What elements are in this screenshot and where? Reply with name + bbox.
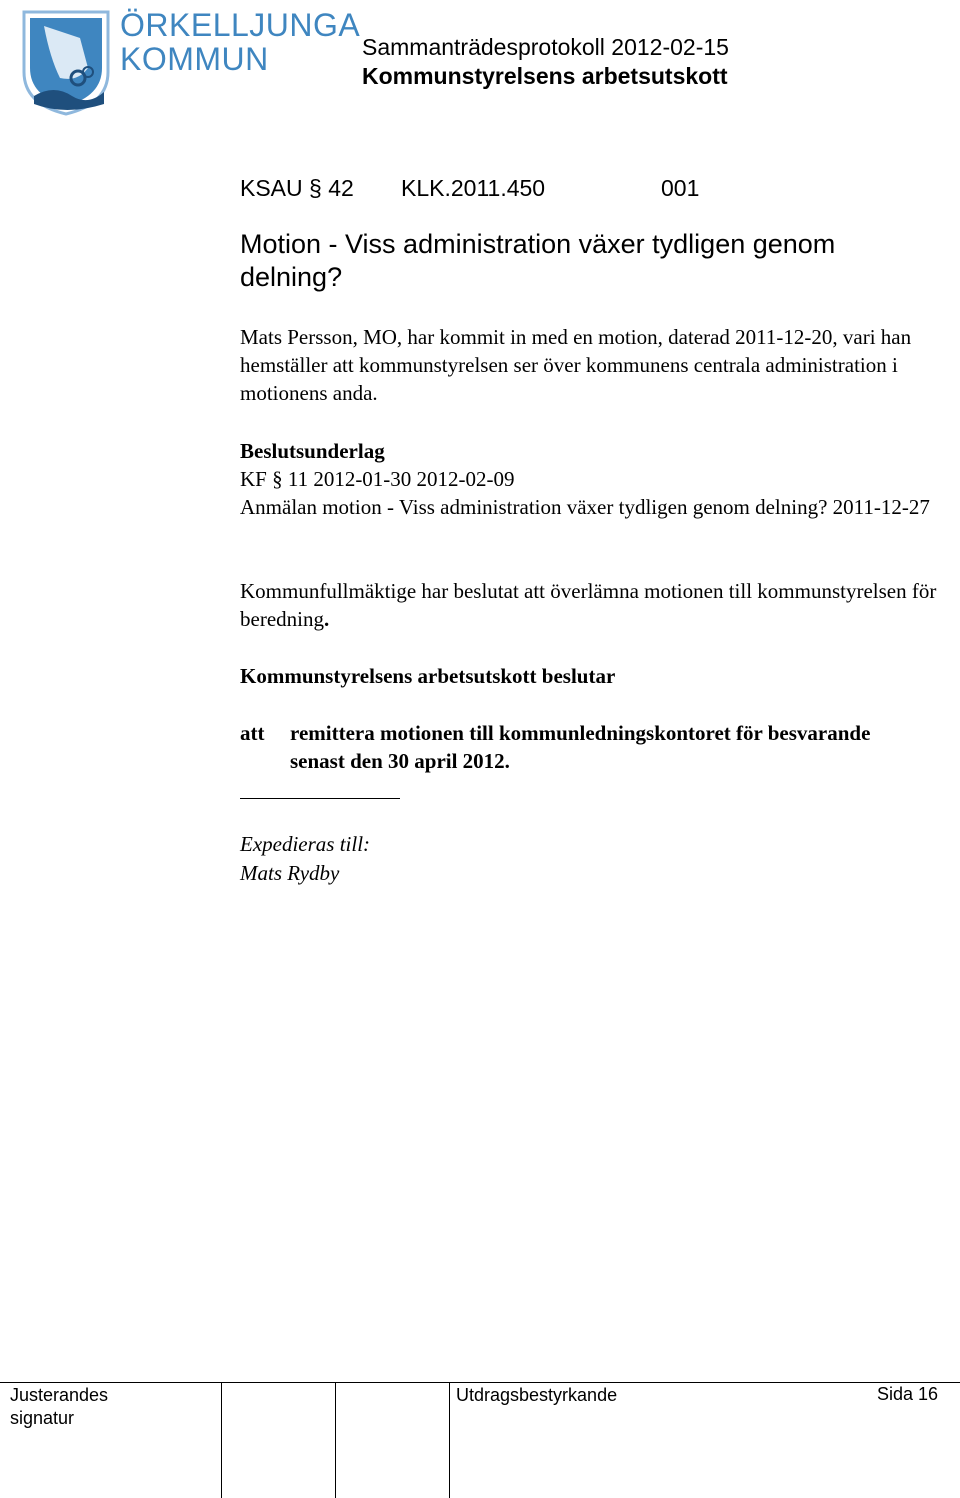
bell-icon	[20, 8, 112, 116]
logo-brand-line1: ÖRKELLJUNGA	[120, 7, 361, 43]
kf-decision-paragraph	[240, 577, 940, 633]
case-code: 001	[661, 175, 700, 201]
beslutsunderlag-reference: KF § 11 2012-01-30 2012-02-09	[240, 467, 515, 491]
beslutsunderlag-heading: Beslutsunderlag	[240, 439, 385, 463]
decision-att: att	[240, 721, 265, 745]
expedieras-label: Expedieras till:	[240, 832, 371, 856]
page-title: Motion - Viss administration växer tydligen genom delning?	[240, 229, 836, 292]
decision-text: remittera motionen till kommunledningskontoret för besvarande senast den 30 april 2012.	[290, 721, 871, 773]
footer-cell-divider	[221, 1382, 222, 1498]
committee-name: Kommunstyrelsens arbetsutskott	[362, 63, 728, 89]
logo-brand-line2: KOMMUN	[120, 41, 269, 77]
expedieras-recipient: Mats Rydby	[240, 861, 340, 885]
footer-cell-divider	[449, 1382, 450, 1498]
protocol-title: Sammanträdesprotokoll 2012-02-15	[362, 34, 729, 60]
decision-heading: Kommunstyrelsens arbetsutskott beslutar	[240, 664, 616, 688]
footer-utdrag-label: Utdragsbestyrkande	[456, 1385, 618, 1405]
kf-decision-end: .	[323, 607, 330, 631]
case-number: KSAU § 42	[240, 175, 354, 201]
kf-decision-text: Kommunfullmäktige har beslutat att överlämna motionen till kommunstyrelsen för beredning	[240, 579, 937, 631]
motion-paragraph: Mats Persson, MO, har kommit in med en motion, daterad 2011-12-20, vari han hemställer att kommunstyrelsen ser över kommunens centrala administration i motionens anda.	[240, 325, 912, 405]
footer-justerandes-label: Justerandes	[10, 1385, 109, 1405]
municipality-logo	[20, 8, 112, 116]
footer-divider	[0, 1382, 960, 1383]
beslutsunderlag-document: Anmälan motion - Viss administration växer tydligen genom delning? 2011-12-27	[240, 495, 930, 519]
section-divider	[240, 798, 400, 799]
case-reference: KLK.2011.450	[401, 175, 546, 201]
footer-page-number: Sida 16	[877, 1384, 939, 1404]
footer-cell-divider	[335, 1382, 336, 1498]
footer-signatur-label: signatur	[10, 1408, 75, 1428]
